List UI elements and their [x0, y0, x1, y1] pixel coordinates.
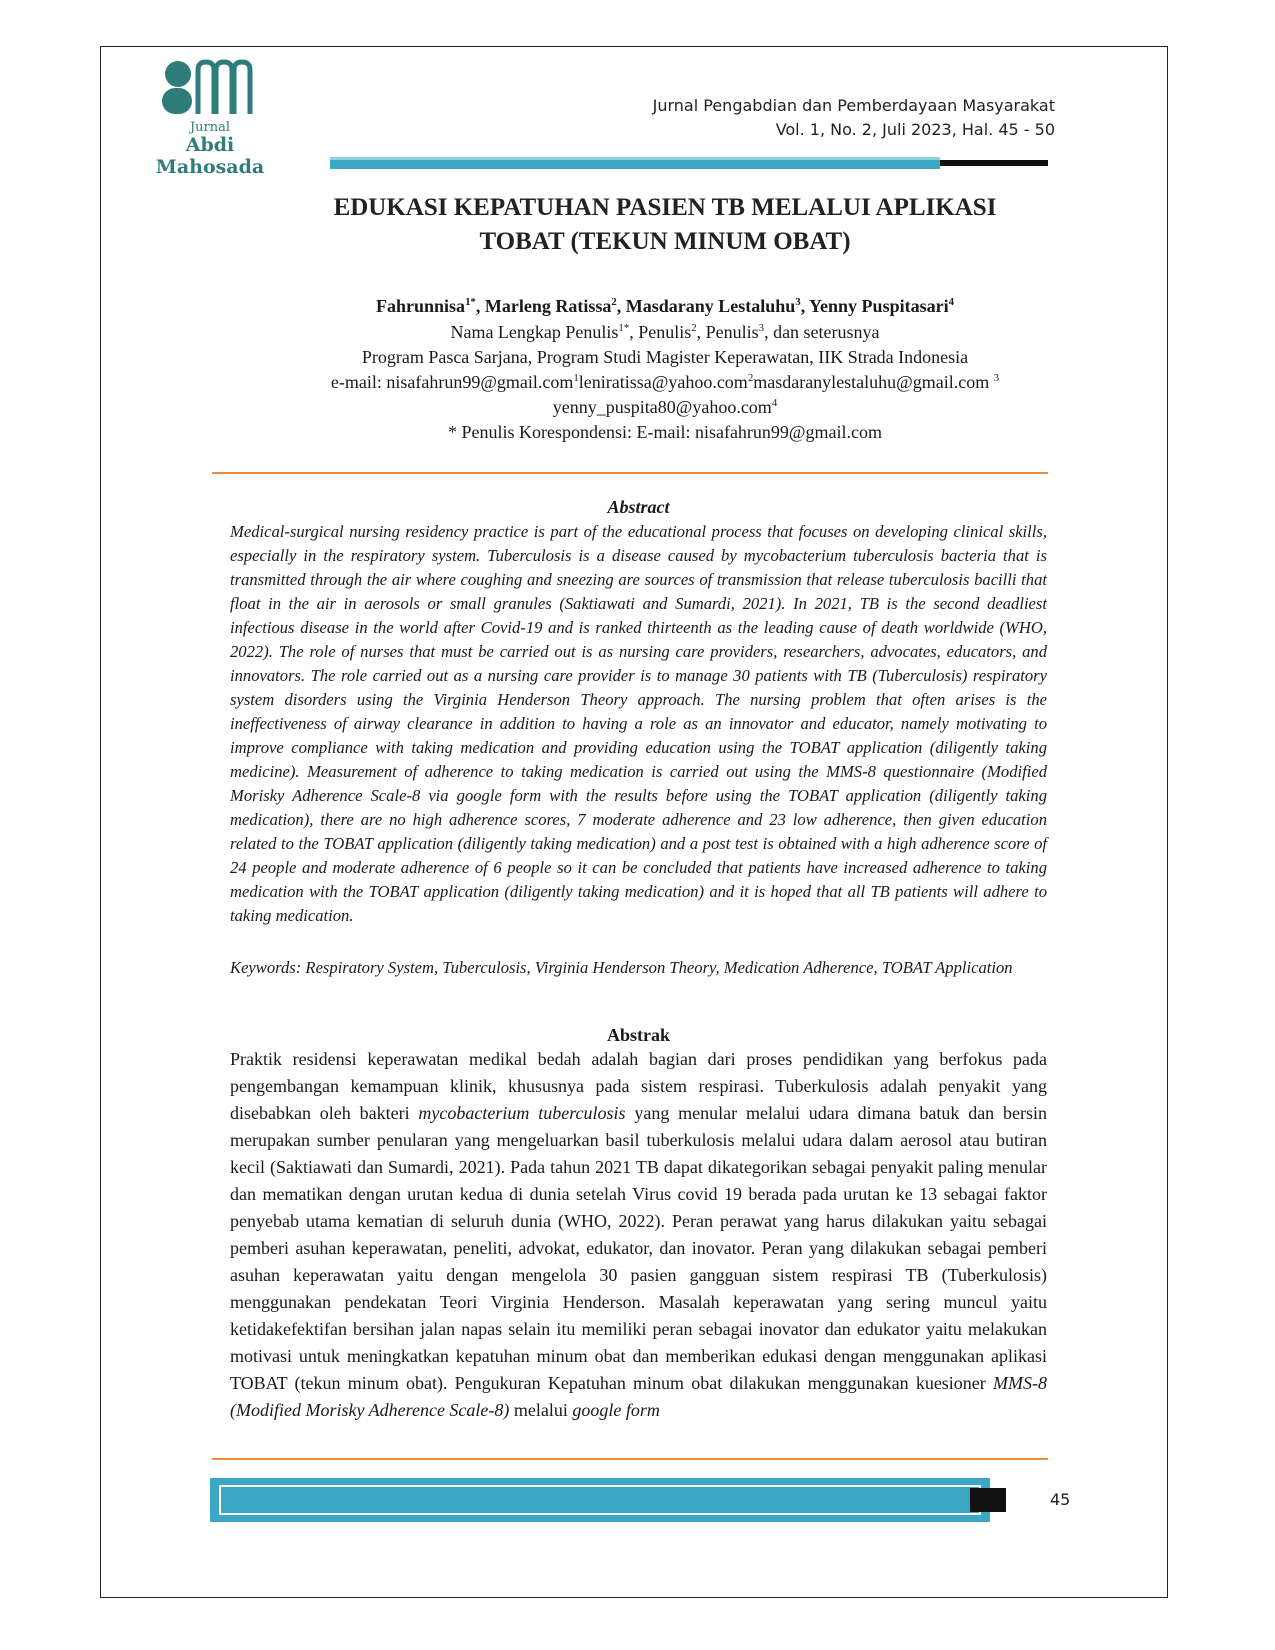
author-list: Fahrunnisa$^{1*}$, Marleng Ratissa$^2$, Masdarany Lestaluhu$^3$, Yenny Puspitasari$^4$: [376, 296, 954, 316]
abstrak-italic: MMS-8 (Modified Morisky Adherence Scale-8): [230, 1373, 1047, 1420]
abstract-heading: Abstract: [607, 497, 670, 517]
journal-logo: [136, 58, 284, 178]
name-note-text: , dan seterusnya: [764, 322, 880, 342]
abstrak-body: [230, 1046, 1047, 1424]
email-link[interactable]: leniratissa@yahoo.com: [578, 372, 748, 392]
author-name: Marleng Ratissa: [484, 296, 612, 316]
name-note-text: , Penulis: [696, 322, 759, 342]
footer-decorative-bar: [210, 1478, 1010, 1522]
page-number: 45: [1050, 1490, 1071, 1509]
logo-text-jurnal: Jurnal: [189, 120, 231, 135]
abstrak-text: yang menular melalui udara dimana batuk dan bersin merupakan sumber penularan yang mengeluarkan basil tuberkulosis melalui udara dalam aerosol atau butiran kecil (Saktiawati dan Sumardi, 2021). Pada tahun 2021 TB dapat dikategorikan sebagai penyakit paling menular dan mematikan dengan urutan kedua di dunia setelah Virus covid 19 berada pada urutan ke 13 sebagai faktor penyebab utama kematian di seluruh dunia (WHO, 2022). Peran perawat yang harus dilakukan yaitu sebagai pemberi asuhan keperawatan, peneliti, advokat, edukator, dan inovator. Peran yang dilakukan sebagai pemberi asuhan keperawatan yaitu dengan mengelola 30 pasien gangguan sistem respirasi TB (Tuberkulosis) menggunakan pendekatan Teori Virginia Henderson. Masalah keperawatan yang sering muncul yaitu ketidakefektifan bersihan jalan napas selain itu memiliki peran sebagai inovator dan edukator yaitu melakukan motivasi untuk meningkatkan kepatuhan minum obat dan memberikan edukasi dengan menggunakan aplikasi TOBAT (tekun minum obat). Pengukuran Kepatuhan minum obat dilakukan menggunakan kuesioner: [230, 1103, 1047, 1393]
author-name: Yenny Puspitasari: [809, 296, 949, 316]
email-link[interactable]: yenny_puspita80@yahoo.com: [552, 397, 772, 417]
logo-mark-icon: [136, 58, 284, 120]
correspondence-note: * Penulis Korespondensi: E-mail: nisafahrun99@gmail.com: [447, 422, 882, 442]
name-note-text: , Penulis: [629, 322, 692, 342]
name-note-text: Nama Lengkap Penulis: [450, 322, 619, 342]
keywords: Keywords: Respiratory System, Tuberculosis, Virginia Henderson Theory, Medication Adherence, TOBAT Application: [230, 958, 1013, 977]
abstract-top-rule: [212, 472, 1048, 474]
abstrak-text: Praktik residensi keperawatan medikal bedah adalah bagian dari proses pendidikan yang berfokus pada pengembangan kemampuan klinik, khususnya pada sistem respirasi. Tuberkulosis adalah penyakit yang disebabkan oleh bakteri: [230, 1049, 1047, 1123]
author-name: Fahrunnisa: [376, 296, 466, 316]
author-sup: 3: [795, 296, 801, 308]
email-link[interactable]: masdaranylestaluhu@gmail.com: [753, 372, 994, 392]
abstrak-italic: google form: [572, 1400, 660, 1420]
author-sup: 4: [948, 296, 954, 308]
journal-name: Jurnal Pengabdian dan Pemberdayaan Masyarakat: [652, 96, 1055, 115]
email-label: e-mail:: [330, 372, 387, 392]
abstrak-italic: mycobacterium tuberculosis: [418, 1103, 626, 1123]
header-decorative-bar: [330, 155, 1048, 171]
author-sup: 2: [611, 296, 617, 308]
email-line-2: yenny_puspita80@yahoo.com$^4$: [552, 397, 778, 417]
name-note: Nama Lengkap Penulis$^{1*}$, Penulis$^2$, Penulis$^3$, dan seterusnya: [450, 322, 880, 342]
affiliation-block: [230, 320, 1100, 445]
abstrak-heading: Abstrak: [606, 1025, 670, 1045]
volume-info: Vol. 1, No. 2, Juli 2023, Hal. 45 - 50: [775, 120, 1055, 139]
journal-header: [653, 94, 1055, 142]
footer-top-rule: [212, 1458, 1048, 1460]
author-sup: 1*: [465, 296, 476, 308]
title-line-1: EDUKASI KEPATUHAN PASIEN TB MELALUI APLIKASI: [333, 194, 997, 221]
logo-text-abdi-mahosada: Abdi Mahosada: [155, 134, 265, 178]
abstrak-text: melalui: [509, 1400, 573, 1420]
email-link[interactable]: nisafahrun99@gmail.com: [386, 372, 574, 392]
program-affiliation: Program Pasca Sarjana, Program Studi Magister Keperawatan, IIK Strada Indonesia: [361, 347, 969, 367]
abstract-body: Medical-surgical nursing residency practice is part of the educational process that focuses on developing clinical skills, especially in the respiratory system. Tuberculosis is a disease caused by mycobacterium tuberculosis bacteria that is transmitted through the air where coughing and sneezing are sources of transmission that release tuberculosis bacilli that float in the air in aerosols or small granules (Saktiawati and Sumardi, 2021). In 2021, TB is the second deadliest infectious disease in the world after Covid-19 and is ranked thirteenth as the leading cause of death worldwide (WHO, 2022). The role of nurses that must be carried out is as nursing care providers, researchers, advocates, educators, and innovators. The role carried out as a nursing care provider is to manage 30 patients with TB (Tuberculosis) respiratory system disorders using the Virginia Henderson Theory approach. The nursing problem that often arises is the ineffectiveness of airway clearance in addition to having a role as an innovator and educator, namely motivating to improve compliance with taking medication and providing education using the TOBAT application (diligently taking medicine). Measurement of adherence to taking medication is carried out using the MMS-8 questionnaire (Modified Morisky Adherence Scale-8 via google form with the results before using the TOBAT application (diligently taking medication), there are no high adherence scores, 7 moderate adherence and 23 low adherence, then given education related to the TOBAT application (diligently taking medication) and a post test is obtained with a high adherence score of 24 people and moderate adherence of 6 people so it can be concluded that patients have increased adherence to taking medication with the TOBAT application (diligently taking medication) and it is hoped that all TB patients will adhere to taking medication.: [230, 522, 1047, 925]
article-title: [230, 191, 1100, 259]
author-name: Masdarany Lestaluhu: [625, 296, 796, 316]
title-line-2: TOBAT (TEKUN MINUM OBAT): [479, 228, 851, 255]
email-line: e-mail: nisafahrun99@gmail.com$^1$leniratissa@yahoo.com$^2$masdaranylestaluhu@gmail.com $^3$: [330, 372, 1000, 392]
